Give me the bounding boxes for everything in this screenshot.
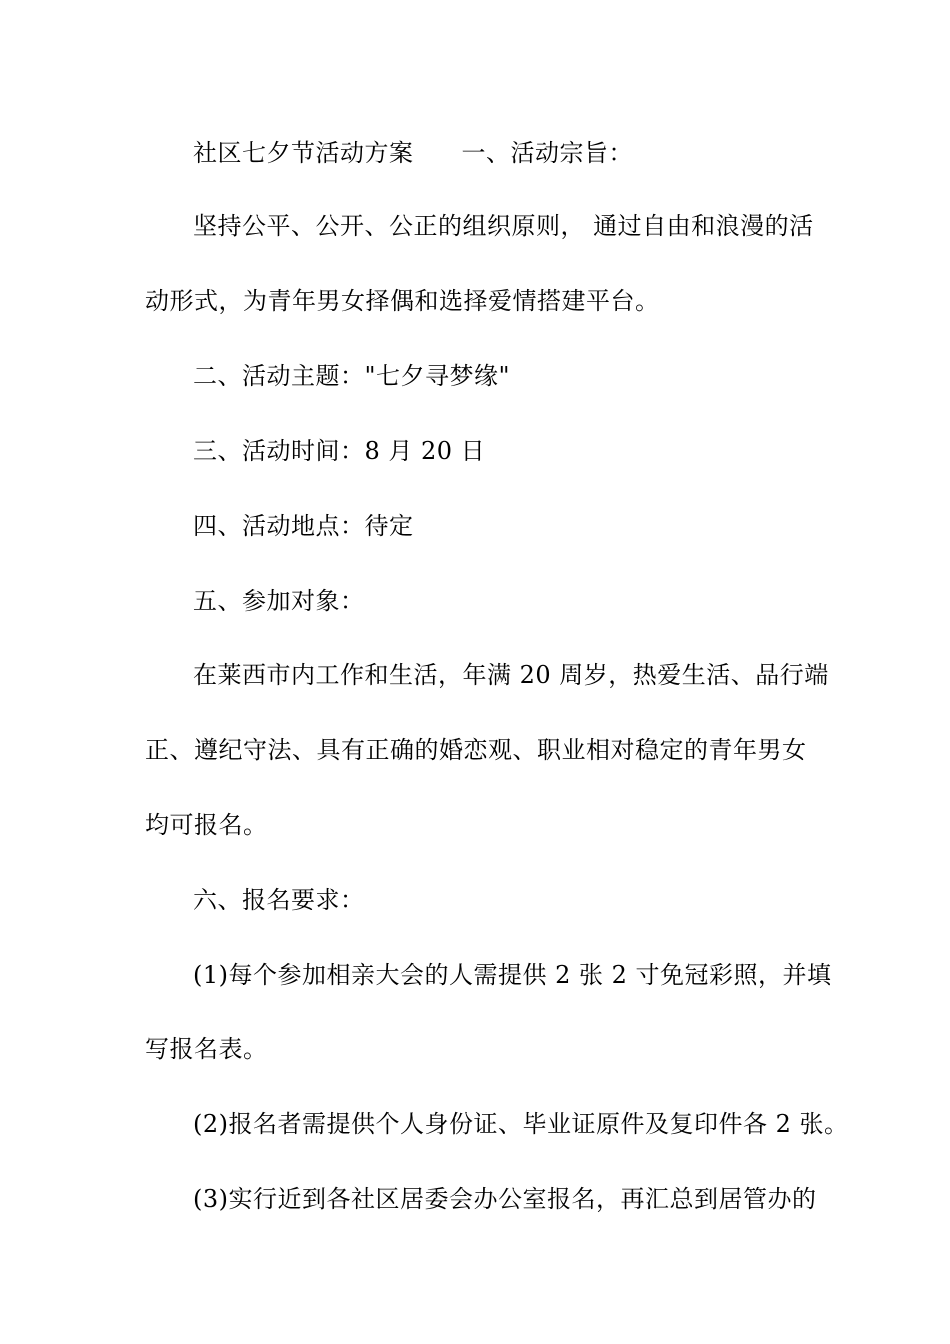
- paragraph-5-line-1: 在莱西市内工作和生活，年满 20 周岁，热爱生活、品行端: [193, 661, 829, 689]
- section-6-heading: 六、报名要求：: [193, 886, 365, 914]
- section-5-heading: 五、参加对象：: [193, 587, 365, 615]
- section-2-theme: 二、活动主题："七夕寻梦缘": [193, 362, 511, 390]
- section-3-time: 三、活动时间：8 月 20 日: [193, 437, 486, 465]
- paragraph-1-line-2: 动形式，为青年男女择偶和选择爱情搭建平台。: [145, 287, 660, 315]
- document-title: 社区七夕节活动方案: [193, 139, 414, 167]
- paragraph-5-line-3: 均可报名。: [145, 811, 268, 839]
- requirement-2-line-1: (2)报名者需提供个人身份证、毕业证原件及复印件各 2 张。: [193, 1110, 849, 1138]
- section-4-location: 四、活动地点：待定: [193, 512, 414, 540]
- requirement-3-line-1: (3)实行近到各社区居委会办公室报名，再汇总到居管办的: [193, 1185, 817, 1213]
- paragraph-1-line-1: 坚持公平、公开、公正的组织原则， 通过自由和浪漫的活: [193, 212, 814, 240]
- title-line: [193, 138, 825, 168]
- requirement-1-line-1: (1)每个参加相亲大会的人需提供 2 张 2 寸免冠彩照，并填: [193, 961, 832, 989]
- requirement-1-line-2: 写报名表。: [145, 1035, 268, 1063]
- paragraph-5-line-2: 正、遵纪守法、具有正确的婚恋观、职业相对稳定的青年男女: [145, 736, 807, 764]
- section-1-heading: 一、活动宗旨：: [461, 139, 633, 167]
